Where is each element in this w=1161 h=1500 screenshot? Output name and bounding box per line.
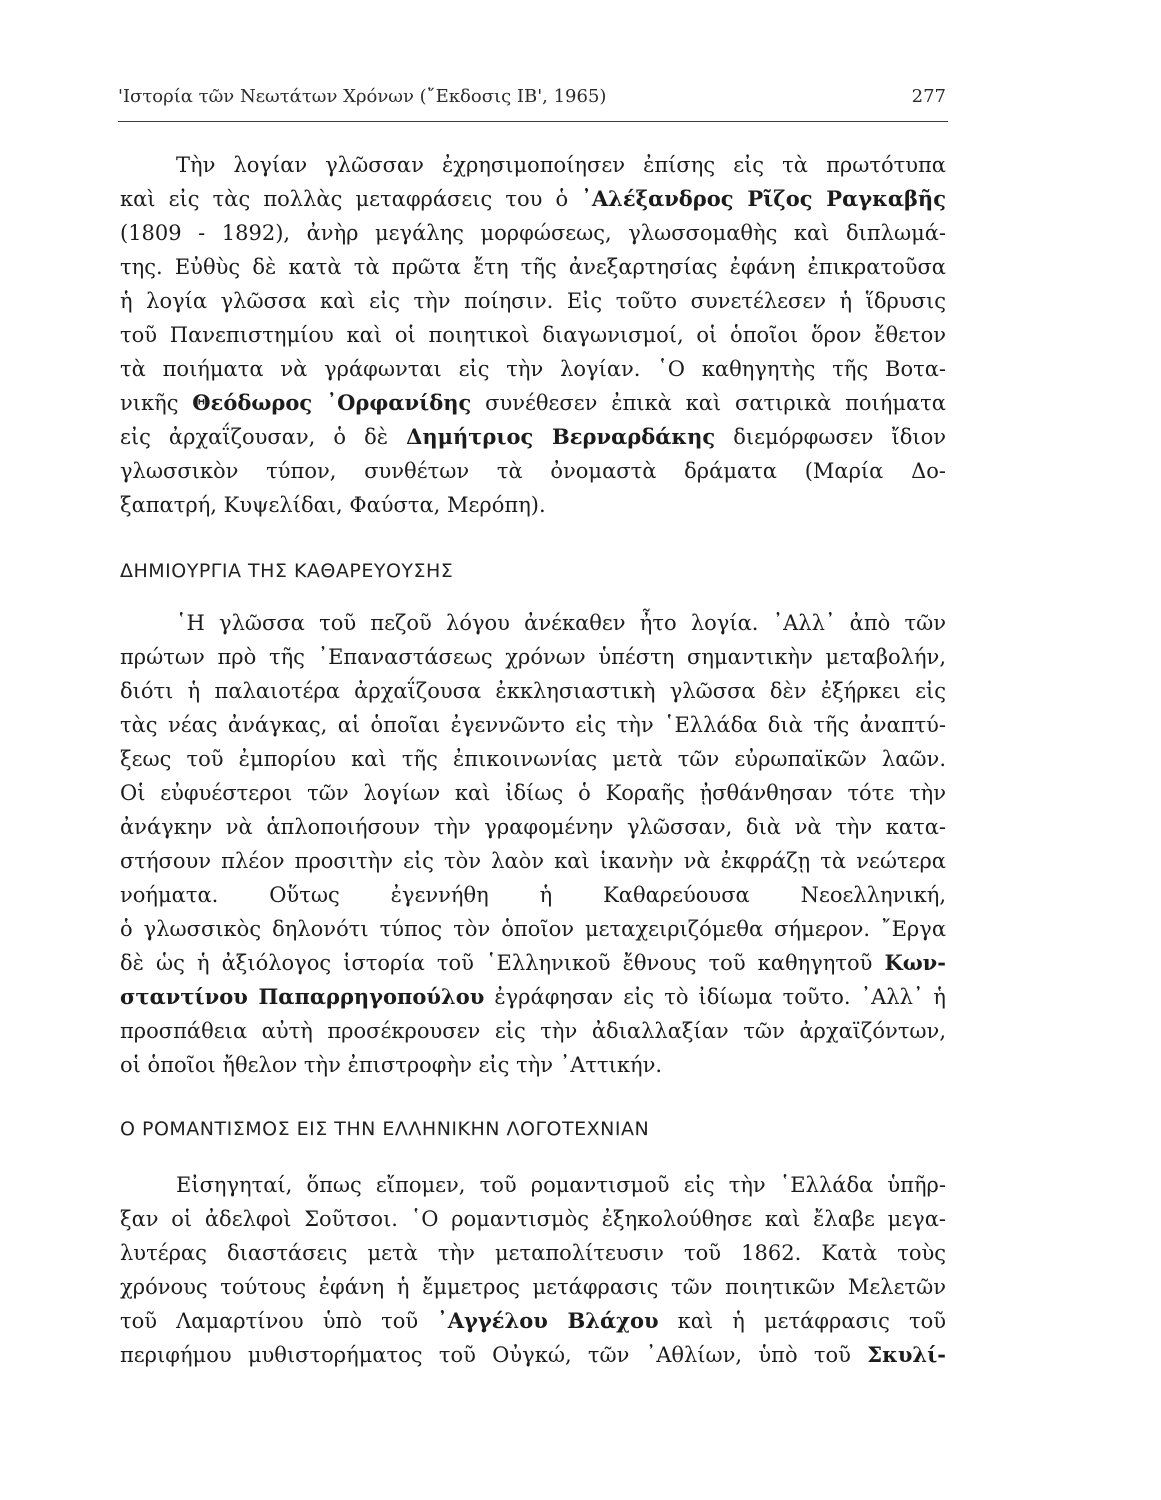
text-line: χρόνους τούτους ἐφάνη ἡ ἔμμετρος μετάφρασις τῶν ποιητικῶν Μελετῶν (120, 1275, 946, 1299)
bold-name: Σκυλί- (867, 1342, 946, 1367)
text-run: διεμόρφωσεν ἴδιον (733, 425, 946, 449)
text-line: ἀνάγκην νὰ ἁπλοποιήσουν τὴν γραφομένην γλῶσσαν, διὰ νὰ τὴν κατα- (120, 815, 946, 839)
text-line (120, 946, 946, 980)
bold-name: σταντίνου Παπαρρηγοπούλου (120, 984, 485, 1009)
header-rule (118, 121, 948, 122)
text-line: νοήματα. Οὕτως ἐγεννήθη ἡ Καθαρεύουσα Νεοελληνική, (120, 883, 946, 907)
page-number: 277 (911, 86, 946, 107)
paragraph-3 (120, 1168, 946, 1372)
text-line: γλωσσικὸν τύπον, συνθέτων τὰ ὀνομαστὰ δράματα (Μαρία Δο- (120, 459, 946, 483)
paragraph-2 (120, 606, 946, 1082)
bold-name: ᾿Αλέξανδρος Ρῖζος Ραγκαβῆς (581, 186, 946, 211)
text-line: (1809 - 1892), ἀνὴρ μεγάλης μορφώσεως, γλωσσομαθὴς καὶ διπλωμά- (120, 221, 946, 245)
text-run: καὶ ἡ μετάφρασις τοῦ (677, 1309, 946, 1333)
text-line: Τὴν λογίαν γλῶσσαν ἐχρησιμοποίησεν ἐπίσης εἰς τὰ πρωτότυπα (176, 153, 946, 177)
text-line: λυτέρας διαστάσεις μετὰ τὴν μεταπολίτευσιν τοῦ 1862. Κατὰ τοὺς (120, 1241, 946, 1265)
text-line: Εἰσηγηταί, ὅπως εἴπομεν, τοῦ ρομαντισμοῦ εἰς τὴν ῾Ελλάδα ὑπῆρ- (176, 1173, 946, 1197)
section-heading: Ο ΡΟΜΑΝΤΙΣΜΟΣ ΕΙΣ ΤΗΝ ΕΛΛΗΝΙΚΗΝ ΛΟΓΟΤΕΧΝΙΑΝ (120, 1118, 650, 1140)
text-line: ῾Η γλῶσσα τοῦ πεζοῦ λόγου ἀνέκαθεν ἦτο λογία. ᾿Αλλ᾿ ἀπὸ τῶν (176, 611, 946, 635)
running-title: 'Ιστορία τῶν Νεωτάτων Χρόνων (῎Εκδοσις ΙΒ', 1965) (118, 86, 607, 107)
text-run: τοῦ Λαμαρτίνου ὑπὸ τοῦ (120, 1309, 419, 1333)
text-run: συνέθεσεν ἐπικὰ καὶ σατιρικὰ ποιήματα (485, 391, 946, 415)
text-line: ἡ λογία γλῶσσα καὶ εἰς τὴν ποίησιν. Εἰς τοῦτο συνετέλεσεν ἡ ἵδρυσις (120, 289, 946, 313)
text-line (120, 1304, 946, 1338)
text-line (120, 980, 946, 1014)
text-line (120, 182, 946, 216)
text-line (120, 386, 946, 420)
paragraph-1 (120, 148, 946, 522)
text-run: εἰς ἀρχαΐζουσαν, ὁ δὲ (120, 425, 389, 449)
text-run: νικῆς (120, 391, 179, 415)
text-line: τὰς νέας ἀνάγκας, αἱ ὁποῖαι ἐγεννῶντο εἰς τὴν ῾Ελλάδα διὰ τῆς ἀναπτύ- (120, 713, 946, 737)
bold-name: ᾿Αγγέλου Βλάχου (437, 1308, 659, 1333)
bold-name: Δημήτριος Βερναρδάκης (406, 424, 716, 449)
text-line: Οἱ εὐφυέστεροι τῶν λογίων καὶ ἰδίως ὁ Κοραῆς ᾐσθάνθησαν τότε τὴν (120, 781, 946, 805)
text-line: διότι ἡ παλαιοτέρα ἀρχαΐζουσα ἐκκλησιαστικὴ γλῶσσα δὲν ἐξήρκει εἰς (120, 679, 946, 703)
bold-name: Κων- (884, 950, 946, 975)
text-line: προσπάθεια αὐτὴ προσέκρουσεν εἰς τὴν ἀδιαλλαξίαν τῶν ἀρχαϊζόντων, (120, 1019, 946, 1043)
text-line: ξεως τοῦ ἐμπορίου καὶ τῆς ἐπικοινωνίας μετὰ τῶν εὐρωπαϊκῶν λαῶν. (120, 747, 946, 771)
section-heading: ΔΗΜΙΟΥΡΓΙΑ ΤΗΣ ΚΑΘΑΡΕΥΟΥΣΗΣ (120, 560, 454, 582)
text-line: ὁ γλωσσικὸς δηλονότι τύπος τὸν ὁποῖον μεταχειριζόμεθα σήμερον. ῎Εργα (120, 917, 946, 941)
running-header (118, 86, 946, 107)
text-line: της. Εὐθὺς δὲ κατὰ τὰ πρῶτα ἔτη τῆς ἀνεξαρτησίας ἐφάνη ἐπικρατοῦσα (120, 255, 946, 279)
text-line: οἱ ὁποῖοι ἤθελον τὴν ἐπιστροφὴν εἰς τὴν ᾿Αττικήν. (120, 1053, 663, 1077)
text-line: τοῦ Πανεπιστημίου καὶ οἱ ποιητικοὶ διαγωνισμοί, οἱ ὁποῖοι ὅρον ἔθετον (120, 323, 946, 347)
text-line: πρώτων πρὸ τῆς ᾿Επαναστάσεως χρόνων ὑπέστη σημαντικὴν μεταβολήν, (120, 645, 946, 669)
text-run: καὶ εἰς τὰς πολλὰς μεταφράσεις του ὁ (120, 187, 569, 211)
text-line (120, 420, 946, 454)
bold-name: Θεόδωρος ᾿Ορφανίδης (192, 390, 472, 415)
text-run: περιφήμου μυθιστορήματος τοῦ Οὐγκώ, τῶν ᾿Αθλίων, ὑπὸ τοῦ (120, 1343, 851, 1367)
text-line: στήσουν πλέον προσιτὴν εἰς τὸν λαὸν καὶ ἱκανὴν νὰ ἐκφράζῃ τὰ νεώτερα (120, 849, 946, 873)
text-line (120, 1338, 946, 1372)
text-line: τὰ ποιήματα νὰ γράφωνται εἰς τὴν λογίαν. ῾Ο καθηγητὴς τῆς Βοτα- (120, 357, 946, 381)
text-line: ξαπατρή, Κυψελίδαι, Φαύστα, Μερόπη). (120, 493, 546, 517)
text-run: ἐγράφησαν εἰς τὸ ἰδίωμα τοῦτο. ᾿Αλλ᾿ ἡ (494, 985, 946, 1009)
text-line: ξαν οἱ ἀδελφοὶ Σοῦτσοι. ῾Ο ρομαντισμὸς ἐξηκολούθησε καὶ ἔλαβε μεγα- (120, 1207, 946, 1231)
text-run: δὲ ὡς ἡ ἀξιόλογος ἱστορία τοῦ ῾Ελληνικοῦ ἔθνους τοῦ καθηγητοῦ (120, 951, 873, 975)
